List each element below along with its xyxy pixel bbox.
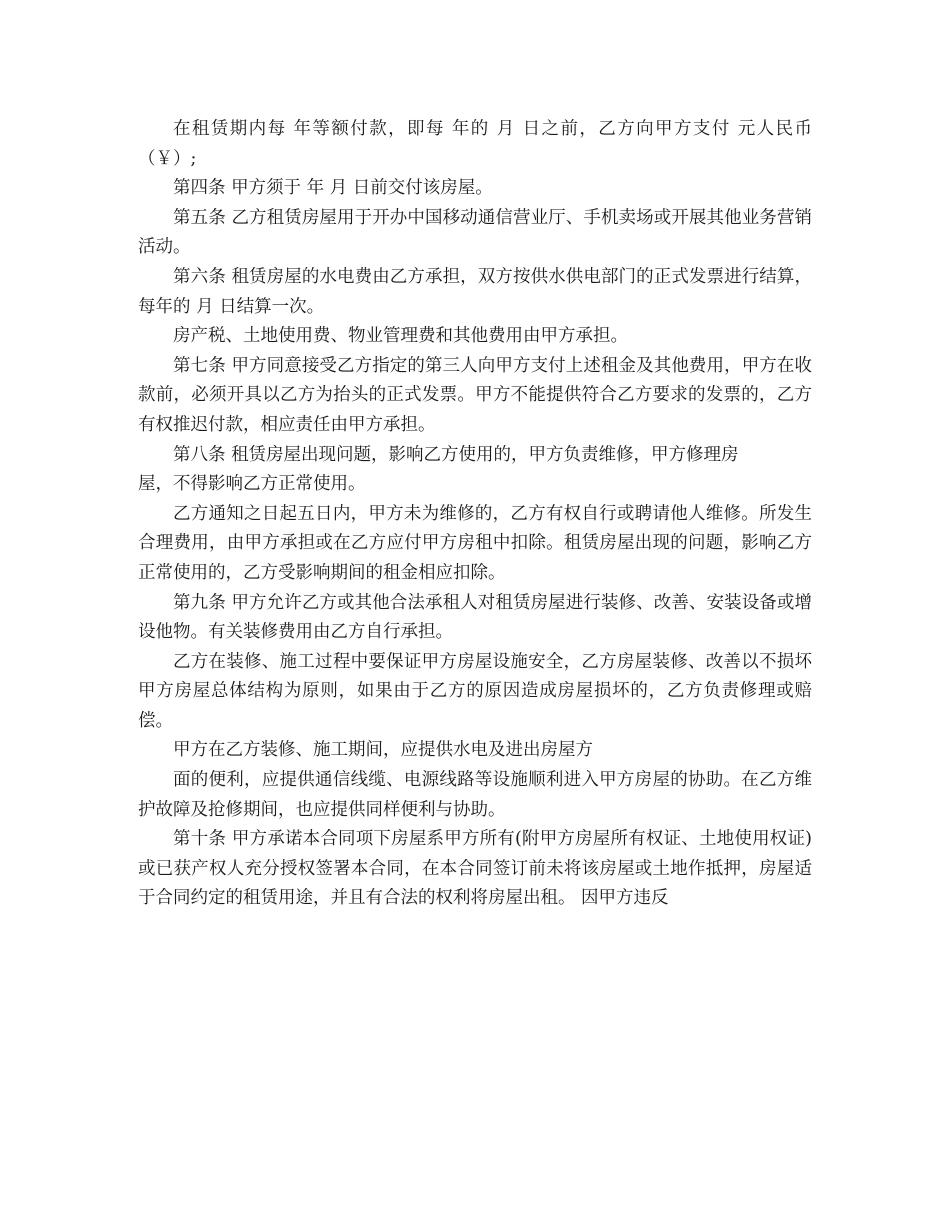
paragraph-taxes-fees: 房产税、土地使用费、物业管理费和其他费用由甲方承担。 (173, 326, 628, 347)
paragraph-article-9: 第九条 甲方允许乙方或其他合法承租人对租赁房屋进行装修、改善、安装设备或增设他物。有关装修费用由乙方自行承担。 (138, 592, 812, 643)
paragraph-article-7: 第七条 甲方同意接受乙方指定的第三人向甲方支付上述租金及其他费用，甲方在收款前，必须开具以乙方为抬头的正式发票。甲方不能提供符合乙方要求的发票的，乙方有权推迟付款，相应责任由甲方承担。 (138, 355, 812, 435)
paragraph-article-10: 第十条 甲方承诺本合同项下房屋系甲方所有(附甲方房屋所有权证、土地使用权证)或已获产权人充分授权签署本合同，在本合同签订前未将该房屋或土地作抵押，房屋适于合同约定的租赁用途，并且有合法的权利将房屋出租。 因甲方违反 (138, 829, 812, 909)
document-page (138, 115, 812, 914)
paragraph-article-4: 第四条 甲方须于 年 月 日前交付该房屋。 (173, 178, 493, 199)
paragraph-article-6: 第六条 租赁房屋的水电费由乙方承担，双方按供水供电部门的正式发票进行结算，每年的 月 日结算一次。 (138, 266, 812, 317)
paragraph-repair-notice: 乙方通知之日起五日内，甲方未为维修的，乙方有权自行或聘请他人维修。所发生合理费用，由甲方承担或在乙方应付甲方房租中扣除。租赁房屋出现的问题，影响乙方正常使用的，乙方受影响期间的租金相应扣除。 (138, 503, 812, 583)
paragraph-article-5: 第五条 乙方租赁房屋用于开办中国移动通信营业厅、手机卖场或开展其他业务营销活动。 (138, 207, 812, 258)
paragraph-renovation-safety: 乙方在装修、施工过程中要保证甲方房屋设施安全，乙方房屋装修、改善以不损坏甲方房屋总体结构为原则，如果由于乙方的原因造成房屋损坏的，乙方负责修理或赔偿。 (138, 651, 812, 731)
paragraph-payment-terms: 在租赁期内每 年等额付款，即每 年的 月 日之前，乙方向甲方支付 元人民币（￥）; (138, 119, 812, 169)
paragraph-article-8-continuation: 屋，不得影响乙方正常使用。 (138, 474, 366, 495)
paragraph-convenience-assistance: 面的便利，应提供通信线缆、电源线路等设施顺利进入甲方房屋的协助。在乙方维护故障及抢修期间，也应提供同样便利与协助。 (138, 770, 812, 820)
paragraph-utilities-access: 甲方在乙方装修、施工期间，应提供水电及进出房屋方 (173, 740, 593, 761)
paragraph-article-8: 第八条 租赁房屋出现问题，影响乙方使用的，甲方负责维修，甲方修理房 (173, 444, 739, 465)
